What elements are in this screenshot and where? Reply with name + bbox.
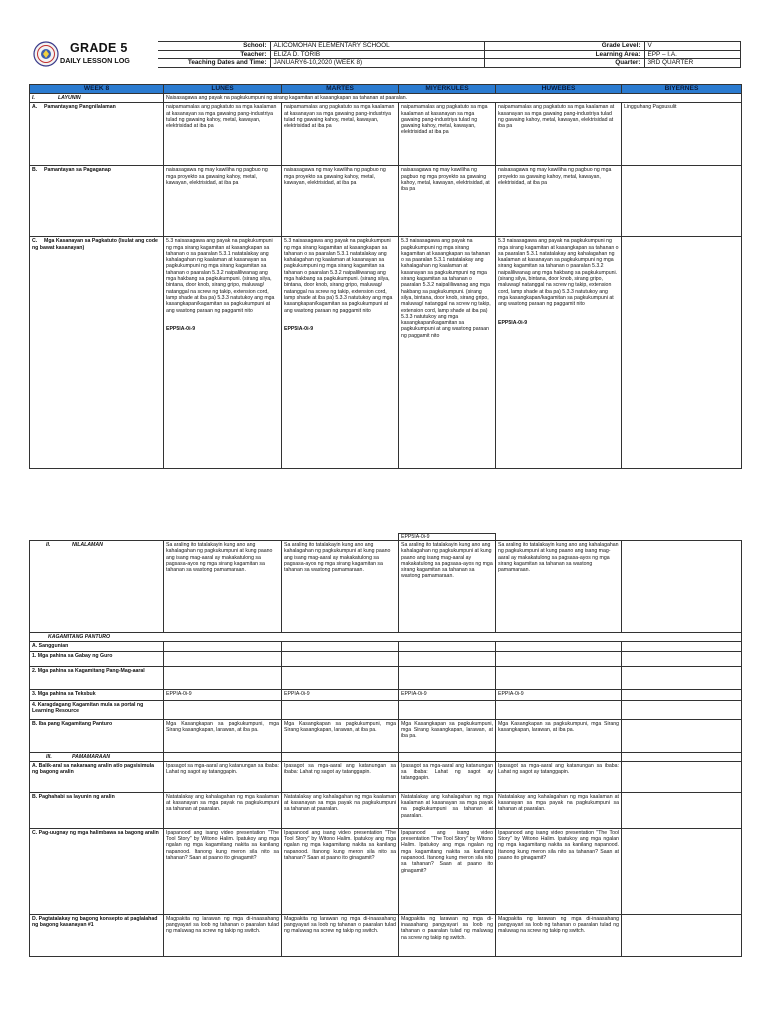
teksbuk-biyernes (622, 689, 742, 700)
teacher-value: ELIZA D. TORIB (270, 50, 484, 59)
iba-pang-kagamitan-biyernes (622, 719, 742, 752)
row-b-miyerkules: naisasagawa ng may kawiliha ng pagbuo ng mga proyekto sa gawaing kahoy, metal, kawayan, elektrisidad, at iba pa (399, 166, 496, 237)
nilalaman-biyernes (622, 541, 742, 633)
row-c-huwebes (496, 237, 622, 469)
sanggunian-biyernes (622, 642, 742, 651)
pag-uugnay-lunes: Ipapanood ang isang video presentation "The Tool Story" by Witono Halim. Ipatukoy ang mga ngalan ng mga kagamitang nakita sa kanilang napanood. Itanong kung meron sila nito sa tahanan? Saan at paano ito ginagamit? (164, 828, 282, 914)
pamantayang-pangnilalaman-heading (30, 103, 164, 166)
header-info-table (158, 41, 741, 68)
gabay-martes (282, 651, 399, 666)
paghahabi-lunes: Natatalakay ang kahalagahan ng mga kaalaman at kasanayan sa mga payak na pagkukumpuni sa tahanan at paaralan. (164, 792, 282, 828)
pamamaraan-heading (30, 752, 164, 761)
paghahabi-heading: B. Paghahabi sa layunin ng aralin (30, 792, 164, 828)
teksbuk-miyerkules: EPPIA-0i-9 (399, 689, 496, 700)
portal-martes (282, 700, 399, 719)
sanggunian-huwebes (496, 642, 622, 651)
row-a-huwebes: naipamamalas ang pagkatuto sa mga kaalaman at kasanayan sa mga gawaing pang-industriya tulad ng gawaing kahoy, metal, kawayan, elektrisidad at iba pa (496, 103, 622, 166)
mag-aaral-huwebes (496, 666, 622, 689)
layunin-label: LAYUNIN (58, 95, 81, 101)
deped-seal-logo (33, 41, 59, 67)
pamantayan-sa-pagaganap-label: Pamantayan sa Pagaganap (44, 167, 111, 174)
day-header-lunes: LUNES (164, 85, 282, 94)
paghahabi-biyernes (622, 792, 742, 828)
teacher-label: Teacher: (158, 50, 270, 59)
mag-aaral-martes (282, 666, 399, 689)
teksbuk-lunes: EPPIA-0i-9 (164, 689, 282, 700)
row-b-huwebes: naisasagawa ng may kawiliha ng pagbuo ng mga proyekto sa gawaing kahoy, metal, kawayan, elektrisidad, at iba pa (496, 166, 622, 237)
pag-uugnay-miyerkules: Ipapanood ang isang video presentation "The Tool Story" by Witono Halim. Ipatukoy ang mga ngalan ng mga kagamitang nakita sa kanilang napanood. Itanong kung meron sila nito sa tahanan? Saan at paano ito ginagamit? (399, 828, 496, 914)
sanggunian-miyerkules (399, 642, 496, 651)
day-header-huwebes: HUWEBES (496, 85, 622, 94)
iba-pang-kagamitan-martes: Mga Kasangkapan sa pagkukumpuni, mga Sirang kasangkapan, larawan, at iba pa. (282, 719, 399, 752)
nilalaman-label: NILALAMAN (72, 542, 103, 548)
row-b-martes: naisasagawa ng may kawiliha ng pagbuo ng mga proyekto sa gawaing kahoy, metal, kawayan, elektrisidad, at iba pa (282, 166, 399, 237)
pamantayan-sa-pagaganap-heading (30, 166, 164, 237)
paghahabi-miyerkules: Natatalakay ang kahalagahan ng mga kaalaman at kasanayan sa mga payak na pagkukumpuni sa tahanan at paaralan. (399, 792, 496, 828)
pamamaraan-martes (282, 752, 399, 761)
week-header: WEEK 8 (30, 85, 164, 94)
layunin-text: Naisasagawa ang payak na pagkukumpuni ng sirang kagamitan at kasangkapan sa tahanan at paaralan. (164, 94, 742, 103)
daily-lesson-log-title: DAILY LESSON LOG (60, 56, 130, 65)
row-c-biyernes (622, 237, 742, 469)
portal-lunes (164, 700, 282, 719)
lesson-log-table-1 (29, 84, 742, 469)
nilalaman-heading (30, 541, 164, 633)
nilalaman-martes: Sa araling ito tatalakayin kung ano ang kahalagahan ng pagkukumpuni at kung paano ang isang mag-aaral ay makakatulong sa pagsasa-ayos ng mga sirang kagamitan sa tahanan sa wastong pamamaraan. (282, 541, 399, 633)
iba-pang-kagamitan-lunes: Mga Kasangkapan sa pagkukumpuni, mga Sirang kasangkapan, larawan, at iba pa. (164, 719, 282, 752)
pamamaraan-miyerkules (399, 752, 496, 761)
kasanayan-code: EPP5IA-0i-9 (498, 319, 528, 326)
row-c-number: C. (32, 238, 38, 245)
sanggunian-martes (282, 642, 399, 651)
balik-aral-martes: Ipasagot sa mga-aaral ang katanungan sa ibaba: Lahat ng sagot ay tatanggapin. (282, 761, 399, 792)
pag-uugnay-martes: Ipapanood ang isang video presentation "The Tool Story" by Witono Halim. Ipatukoy ang mga ngalan ng mga kagamitang nakita sa kanilang napanood. Itanong kung meron sila nito sa tahanan? Saan at paano ito ginagamit? (282, 828, 399, 914)
row-c-lunes (164, 237, 282, 469)
iba-pang-kagamitan-heading: B. Iba pang Kagamitang Panturo (30, 719, 164, 752)
pag-uugnay-biyernes (622, 828, 742, 914)
grade-title: GRADE 5 (70, 41, 128, 55)
pagtatalakay-huwebes: Magpakita ng larawan ng mga di-inaasahang pangyayari sa loob ng tahanan o paaralan tulad ng maluwag na screw ng takip ng switch. (496, 914, 622, 956)
mag-aaral-biyernes (622, 666, 742, 689)
layunin-number: I. (32, 95, 35, 101)
teaching-dates-value: JANUARY6-10,2020 (WEEK 8) (270, 59, 484, 68)
pagtatalakay-heading: D. Pagtatalakay ng bagong konsepto at paglalahad ng bagong kasanayan #1 (30, 914, 164, 956)
pag-uugnay-heading: C. Pag-uugnay ng mga halimbawa sa bagong aralin (30, 828, 164, 914)
school-value: ALICOMOHAN ELEMENTARY SCHOOL (270, 42, 484, 51)
layunin-heading (30, 94, 164, 103)
pamamaraan-huwebes (496, 752, 622, 761)
nilalaman-miyerkules: Sa araling ito tatalakayin kung ano ang kahalagahan ng pagkukumpuni at kung paano ang isang mag-aaral ay makakatulong sa pagsasa-ayos ng mga sirang kagamitan sa tahanan sa wastong pamamaraan. (399, 541, 496, 633)
kasanayan-text: 5.3 naisasagawa ang payak na pagkukumpuni ng mga sirang kagamitan at kasangkapan sa tahanan o sa paaralan 5.3.1 natatalakay ang kahalagahan ng kaalaman at kasanayan sa pagkukumpuni ng mga sirang kagamitan sa tahanan o paaralan 5.3.2 naipaliliwanag ang mga hakbang sa pagkukumpuni. (sirang silya, bintana, door knob, sirang gripo, maluwag/ natanggal na screw ng takip, extension cord, lamp shade at iba pa) 5.3.3 natutukoy ang mga kasangkapan/kagamitan sa pagkukumpuni at ang wastong paraan ng paggamit nito (284, 238, 393, 314)
pagtatalakay-miyerkules: Magpakita ng larawan ng mga di-inaasahang pangyayari sa loob ng tahanan o paaralan tulad ng maluwag na screw ng takip ng switch. (399, 914, 496, 956)
balik-aral-miyerkules: Ipasagot sa mga-aaral ang katanungan sa ibaba: Lahat ng sagot ay tatanggapin. (399, 761, 496, 792)
row-a-lunes: naipamamalas ang pagkatuto sa mga kaalaman at kasanayan sa mga gawaing pang-industriya tulad ng gawaing kahoy, metal, kawayan, elektrisidad at iba pa (164, 103, 282, 166)
paghahabi-martes: Natatalakay ang kahalagahan ng mga kaalaman at kasanayan sa mga payak na pagkukumpuni sa tahanan at paaralan. (282, 792, 399, 828)
pamamaraan-lunes (164, 752, 282, 761)
school-label: School: (158, 42, 270, 51)
lesson-log-table-2 (29, 540, 742, 957)
iba-pang-kagamitan-miyerkules: Mga Kasangkapan sa pagkukumpuni, mga Sirang kasangkapan, larawan, at iba pa. (399, 719, 496, 752)
sanggunian-lunes (164, 642, 282, 651)
pagtatalakay-biyernes (622, 914, 742, 956)
portal-miyerkules (399, 700, 496, 719)
mag-aaral-lunes (164, 666, 282, 689)
continued-code-tag: EPP5IA-0i-9 (398, 533, 496, 540)
balik-aral-heading: A. Balik-aral sa nakaraang aralin at/o pagsisimula ng bagong aralin (30, 761, 164, 792)
day-header-martes: MARTES (282, 85, 399, 94)
gabay-miyerkules (399, 651, 496, 666)
gabay-biyernes (622, 651, 742, 666)
learning-resource-portal-heading: 4. Karagdagang Kagamitan mula sa portal ng Learning Resource (30, 700, 164, 719)
grade-level-label: Grade Level: (484, 42, 644, 51)
teksbuk-martes: EPPIA-0i-9 (282, 689, 399, 700)
balik-aral-huwebes: Ipasagot sa mga-aaral ang katanungan sa ibaba: Lahat ng sagot ay tatanggapin. (496, 761, 622, 792)
pagtatalakay-martes: Magpakita ng larawan ng mga di-inaasahang pangyayari sa loob ng tahanan o paaralan tulad ng maluwag na screw ng takip ng switch. (282, 914, 399, 956)
quarter-label: Quarter: (484, 59, 644, 68)
iba-pang-kagamitan-huwebes: Mga Kasangkapan sa pagkukumpuni, mga Sirang kasangkapan, larawan, at iba pa. (496, 719, 622, 752)
row-b-number: B. (32, 167, 38, 174)
row-c-miyerkules (399, 237, 496, 469)
kasanayan-code: EPP5IA-0i-9 (166, 325, 196, 332)
mga-kasanayan-heading (30, 237, 164, 469)
teksbuk-huwebes: EPPIA-0i-9 (496, 689, 622, 700)
pamamaraan-biyernes (622, 752, 742, 761)
row-a-biyernes: Lingguhang Pagsusulit (622, 103, 742, 166)
row-b-biyernes (622, 166, 742, 237)
row-a-number: A. (32, 104, 38, 111)
gabay-ng-guro-heading: 1. Mga pahina sa Gabay ng Guro (30, 651, 164, 666)
day-header-biyernes: BIYERNES (622, 85, 742, 94)
row-a-miyerkules: naipamamalas ang pagkatuto sa mga kaalaman at kasanayan sa mga gawaing pang-industriya tulad ng gawaing kahoy, metal, kawayan, elektrisidad at iba pa (399, 103, 496, 166)
nilalaman-lunes: Sa araling ito tatalakayin kung ano ang kahalagahan ng pagkukumpuni at kung paano ang isang mag-aaral ay makakatulong sa pagsasa-ayos ng mga sirang kagamitan sa tahanan sa wastong pamamaraan. (164, 541, 282, 633)
kagamitang-mag-aaral-heading: 2. Mga pahina sa Kagamitang Pang-Mag-aaral (30, 666, 164, 689)
gabay-huwebes (496, 651, 622, 666)
kagamitang-panturo-heading: KAGAMITANG PANTURO (30, 633, 742, 642)
pamantayang-pangnilalaman-label: Pamantayang Pangnilalaman (44, 104, 116, 111)
kasanayan-text: 5.3 naisasagawa ang payak na pagkukumpuni ng mga sirang kagamitan at kasangkapan sa tahanan o sa paaralan 5.3.1 natatalakay ang kahalagahan ng kaalaman at kasanayan sa pagkukumpuni ng mga sirang kagamitan sa tahanan o paaralan 5.3.2 naipaliliwanag ang mga hakbang sa pagkukumpuni. (sirang silya, bintana, door knob, sirang gripo, maluwag/ natanggal na screw ng takip, extension cord, lamp shade at iba pa) 5.3.3 natutukoy ang mga kasangkapan/kagamitan sa pagkukumpuni at ang wastong paraan ng paggamit nito (498, 238, 619, 308)
row-b-lunes: naisasagawa ng may kawiliha ng pagbuo ng mga proyekto sa gawaing kahoy, metal, kawayan, elektrisidad, at iba pa (164, 166, 282, 237)
nilalaman-number: II. (46, 542, 51, 548)
pag-uugnay-huwebes: Ipapanood ang isang video presentation "The Tool Story" by Witono Halim. Ipatukoy ang mga ngalan ng mga kagamitang nakita sa kanilang napanood. Itanong kung meron sila nito sa tahanan? Saan at paano ito ginagamit? (496, 828, 622, 914)
learning-area-value: EPP – I.A. (644, 50, 740, 59)
day-header-miyerkules: MIYERKULES (399, 85, 496, 94)
pamamaraan-label: PAMAMARAAN (72, 753, 110, 760)
kasanayan-text: 5.3 naisasagawa ang payak na pagkukumpuni ng mga sirang kagamitan at kasangkapan sa tahanan o sa paaralan 5.3.1 natatalakay ang kahalagahan ng kaalaman at kasanayan sa pagkukumpuni ng mga sirang kagamitan sa tahanan o paaralan 5.3.2 naipaliliwanag ang mga hakbang sa pagkukumpuni. (sirang silya, bintana, door knob, sirang gripo, maluwag/ natanggal na screw ng takip, extension cord, lamp shade at iba pa) 5.3.3 natutukoy ang mga kasangkapan/kagamitan sa pagkukumpuni at ang wastong paraan ng paggamit nito (166, 238, 275, 314)
paghahabi-huwebes: Natatalakay ang kahalagahan ng mga kaalaman at kasanayan sa mga payak na pagkukumpuni sa tahanan at paaralan. (496, 792, 622, 828)
nilalaman-huwebes: Sa araling ito tatalakayin kung ano ang kahalagahan ng pagkukumpuni at kung paano ang isang mag-aaral ay makakatulong sa pagsasa-ayos ng mga sirang kagamitan sa tahanan sa wastong pamamaraan. (496, 541, 622, 633)
pagtatalakay-lunes: Magpakita ng larawan ng mga di-inaasahang pangyayari sa loob ng tahanan o paaralan tulad ng maluwag na screw ng takip ng switch. (164, 914, 282, 956)
sanggunian-heading: A. Sanggunian (30, 642, 164, 651)
pamamaraan-number: III. (46, 753, 52, 760)
teaching-dates-label: Teaching Dates and Time: (158, 59, 270, 68)
portal-huwebes (496, 700, 622, 719)
row-a-martes: naipamamalas ang pagkatuto sa mga kaalaman at kasanayan sa mga gawaing pang-industriya tulad ng gawaing kahoy, metal, kawayan, elektrisidad at iba pa (282, 103, 399, 166)
quarter-value: 3RD QUARTER (644, 59, 740, 68)
kasanayan-code: EPP5IA-0i-9 (284, 325, 314, 332)
grade-level-value: V (644, 42, 740, 51)
kasanayan-text: 5.3 naisasagawa ang payak na pagkukumpuni ng mga sirang kagamitan at kasangkapan sa tahanan o sa paaralan 5.3.1 natatalakay ang kahalagahan ng kaalaman at kasanayan sa pagkukumpuni ng mga sirang kagamitan sa tahanan o paaralan 5.3.2 naipaliliwanag ang mga hakbang sa pagkukumpuni. (sirang silya, bintana, door knob, sirang gripo, maluwag/ natanggal na screw ng takip, extension cord, lamp shade at iba pa) 5.3.3 natutukoy ang mga kasangkapan/kagamitan sa pagkukumpuni at ang wastong paraan ng paggamit nito (401, 238, 491, 339)
learning-area-label: Learning Area: (484, 50, 644, 59)
mag-aaral-miyerkules (399, 666, 496, 689)
teksbuk-heading: 3. Mga pahina sa Teksbuk (30, 689, 164, 700)
row-c-martes (282, 237, 399, 469)
balik-aral-lunes: Ipasagot sa mga-aaral ang katanungan sa ibaba: Lahat ng sagot ay tatanggapin. (164, 761, 282, 792)
gabay-lunes (164, 651, 282, 666)
balik-aral-biyernes (622, 761, 742, 792)
mga-kasanayan-label: Mga Kasanayan sa Pagkatuto (Isulat ang code ng bawat kasanayan) (32, 238, 158, 251)
portal-biyernes (622, 700, 742, 719)
